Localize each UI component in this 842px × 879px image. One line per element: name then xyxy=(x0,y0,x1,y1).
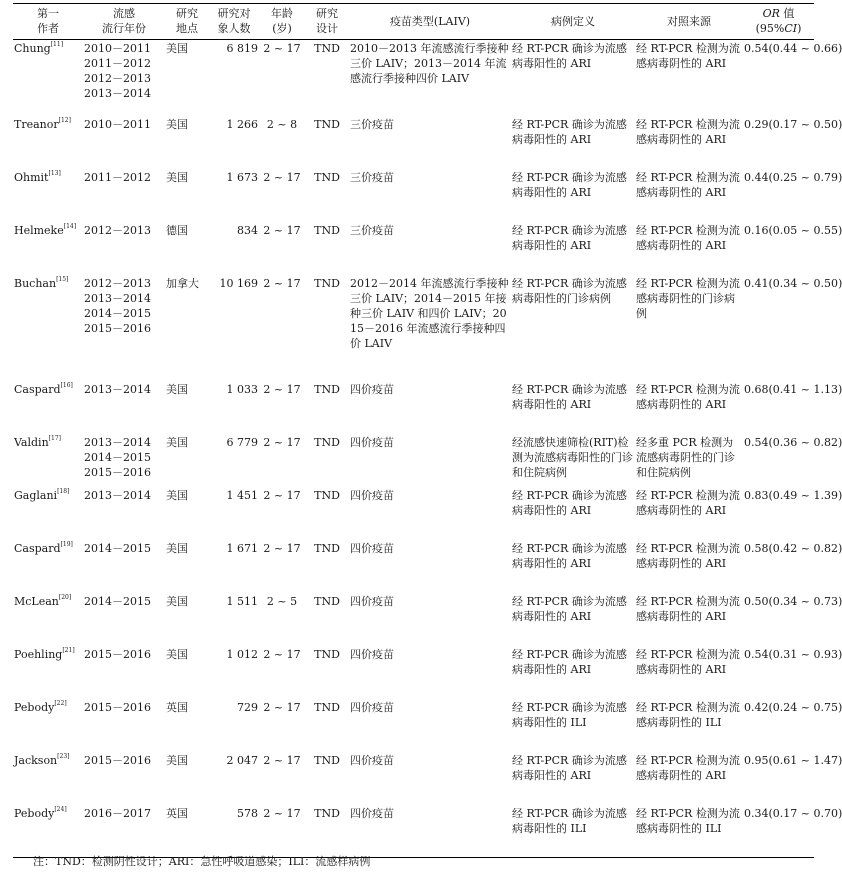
cell-vaccine-type: 三价疫苗 xyxy=(350,117,394,131)
cell-odds-ratio: 0.29(0.17 ~ 0.50) xyxy=(744,117,842,131)
header-location: 研究 地点 xyxy=(165,4,209,40)
author-name: Chung xyxy=(14,42,51,55)
cell-age: 2 ~ 17 xyxy=(263,647,301,661)
author-name: Pebody xyxy=(14,806,55,820)
cell-season xyxy=(83,222,165,275)
cell-vaccine-type: 四价疫苗 xyxy=(350,753,394,767)
cell-season xyxy=(83,40,165,116)
cell-season xyxy=(83,805,165,858)
cell-season xyxy=(83,487,165,540)
cell-odds-ratio: 0.16(0.05 ~ 0.55) xyxy=(744,223,842,237)
cell-case-definition: 经 RT-PCR 确诊为流感病毒阳性的 ARI xyxy=(512,382,627,411)
reference-marker: [14] xyxy=(63,222,77,230)
author-name: Helmeke xyxy=(14,223,64,237)
table-row xyxy=(13,434,814,487)
table-body xyxy=(13,40,842,858)
cell-age: 2 ~ 17 xyxy=(263,435,301,449)
cell-sample-size: 1 033 xyxy=(226,382,258,396)
cell-author xyxy=(13,116,83,169)
author-name: Buchan xyxy=(14,276,57,290)
table-row xyxy=(13,646,814,699)
reference-marker: [21] xyxy=(62,646,75,654)
cell-author xyxy=(13,593,83,646)
cell-vaccine-type: 四价疫苗 xyxy=(350,700,394,714)
table-row xyxy=(13,381,814,434)
cell-control-source: 经多重 PCR 检测为流感病毒阴性的门诊和住院病例 xyxy=(636,435,735,479)
cell-odds-ratio: 0.54(0.36 ~ 0.82) xyxy=(744,435,842,449)
cell-design: TND xyxy=(314,753,340,767)
reference-marker: [23] xyxy=(57,752,70,760)
cell-vaccine-type: 2010－2013 年流感流行季接种三价 LAIV；2013－2014 年流感流行季接种四价 LAIV xyxy=(350,42,509,85)
cell-author xyxy=(13,169,83,222)
table-row xyxy=(13,40,814,116)
cell-sample-size: 2 047 xyxy=(226,753,258,767)
header-vaccine-type: 疫苗类型(LAIV) xyxy=(349,4,511,40)
cell-odds-ratio: 0.68(0.41 ~ 1.13) xyxy=(744,382,842,396)
cell-vaccine-type: 四价疫苗 xyxy=(350,382,394,396)
cell-design: TND xyxy=(314,42,340,55)
cell-case-definition: 经 RT-PCR 确诊为流感病毒阳性的 ARI xyxy=(512,488,627,517)
cell-odds-ratio: 0.83(0.49 ~ 1.39) xyxy=(744,488,842,502)
cell-season xyxy=(83,381,165,434)
cell-control-source: 经 RT-PCR 检测为流感病毒阴性的 ARI xyxy=(636,42,740,70)
cell-case-definition: 经 RT-PCR 确诊为流感病毒阳性的 ARI xyxy=(512,170,627,199)
cell-design: TND xyxy=(314,435,340,449)
cell-design: TND xyxy=(314,382,340,396)
cell-vaccine-type: 四价疫苗 xyxy=(350,435,394,449)
season-line: 2011－2012 xyxy=(84,170,151,184)
cell-sample-size: 10 169 xyxy=(219,276,258,290)
cell-sample-size: 1 266 xyxy=(226,117,258,131)
cell-case-definition: 经 RT-PCR 确诊为流感病毒阳性的 ARI xyxy=(512,117,627,146)
header-author: 第一 作者 xyxy=(13,4,83,40)
cell-location: 美国 xyxy=(166,541,188,555)
cell-sample-size: 1 671 xyxy=(226,541,258,555)
cell-design: TND xyxy=(314,541,340,555)
header-design: 研究 设计 xyxy=(305,4,349,40)
season-line: 2012－2013 xyxy=(84,72,151,85)
season-line: 2013－2014 xyxy=(84,435,151,449)
header-age: 年龄 (岁) xyxy=(259,4,305,40)
cell-age: 2 ~ 17 xyxy=(263,223,301,237)
table-row xyxy=(13,275,814,381)
cell-design: TND xyxy=(314,594,340,608)
cell-age: 2 ~ 17 xyxy=(263,488,301,502)
cell-design: TND xyxy=(314,117,340,131)
reference-marker: [22] xyxy=(54,699,67,707)
author-name: Caspard xyxy=(14,382,61,396)
author-name: Valdin xyxy=(14,435,49,449)
cell-author xyxy=(13,434,83,487)
table-row xyxy=(13,805,814,858)
cell-age: 2 ~ 17 xyxy=(263,170,301,184)
table-row xyxy=(13,169,814,222)
table-row xyxy=(13,540,814,593)
cell-author xyxy=(13,540,83,593)
author-name: Caspard xyxy=(14,541,61,555)
cell-odds-ratio: 0.95(0.61 ~ 1.47) xyxy=(744,753,842,767)
cell-odds-ratio: 0.50(0.34 ~ 0.73) xyxy=(744,594,842,608)
season-line: 2015－2016 xyxy=(84,321,151,335)
cell-control-source: 经 RT-PCR 检测为流感病毒阴性的 ARI xyxy=(636,170,740,199)
cell-case-definition: 经 RT-PCR 确诊为流感病毒阳性的 ILI xyxy=(512,700,627,729)
cell-sample-size: 834 xyxy=(237,223,258,237)
cell-control-source: 经 RT-PCR 检测为流感病毒阴性的 ARI xyxy=(636,541,740,570)
table-row xyxy=(13,752,814,805)
cell-vaccine-type: 四价疫苗 xyxy=(350,541,394,555)
table-row xyxy=(13,593,814,646)
season-line: 2013－2014 xyxy=(84,382,151,396)
cell-location: 美国 xyxy=(166,170,188,184)
cell-design: TND xyxy=(314,488,340,502)
cell-location: 美国 xyxy=(166,594,188,608)
cell-season xyxy=(83,752,165,805)
cell-vaccine-type: 三价疫苗 xyxy=(350,223,394,237)
season-line: 2014－2015 xyxy=(84,450,151,464)
cell-age: 2 ~ 5 xyxy=(266,594,298,608)
reference-marker: [17] xyxy=(48,434,61,442)
author-name: Pebody xyxy=(14,700,55,714)
cell-location: 美国 xyxy=(166,42,188,55)
table-row xyxy=(13,699,814,752)
table-row xyxy=(13,487,814,540)
cell-location: 英国 xyxy=(166,700,188,714)
cell-odds-ratio: 0.54(0.31 ~ 0.93) xyxy=(744,647,842,661)
reference-marker: [20] xyxy=(58,593,72,601)
author-name: McLean xyxy=(14,594,59,608)
cell-case-definition: 经流感快速筛检(RIT)检测为流感病毒阳性的门诊和住院病例 xyxy=(512,435,633,479)
cell-case-definition: 经 RT-PCR 确诊为流感病毒阳性的 ILI xyxy=(511,805,635,858)
cell-case-definition: 经 RT-PCR 确诊为流感病毒阳性的 ARI xyxy=(512,647,627,676)
cell-location: 美国 xyxy=(166,117,188,131)
cell-sample-size: 6 779 xyxy=(226,435,258,449)
reference-marker: [11] xyxy=(50,41,64,48)
cell-design: TND xyxy=(305,805,349,858)
author-name: Gaglani xyxy=(14,488,58,502)
cell-season xyxy=(83,540,165,593)
cell-age: 2 ~ 17 xyxy=(259,805,305,858)
cell-sample-size: 1 012 xyxy=(226,647,258,661)
table-row xyxy=(13,116,814,169)
header-odds-ratio: OR 值(95%CI) xyxy=(743,4,814,40)
season-line: 2015－2016 xyxy=(84,465,151,479)
cell-case-definition: 经 RT-PCR 确诊为流感病毒阳性的 ARI xyxy=(512,541,627,570)
author-name: Jackson xyxy=(14,753,58,767)
season-line: 2012－2013 xyxy=(84,223,151,237)
reference-marker: [13] xyxy=(48,169,61,177)
cell-control-source: 经 RT-PCR 检测为流感病毒阴性的 ILI xyxy=(636,700,740,729)
reference-marker: [15] xyxy=(56,275,69,283)
cell-location: 德国 xyxy=(166,223,188,237)
cell-design: TND xyxy=(314,276,340,290)
season-line: 2014－2015 xyxy=(84,541,151,555)
season-line: 2011－2012 xyxy=(84,57,151,70)
cell-age: 2 ~ 17 xyxy=(263,382,301,396)
cell-location: 美国 xyxy=(166,488,188,502)
cell-control-source: 经 RT-PCR 检测为流感病毒阴性的 ARI xyxy=(636,647,740,676)
author-name: Treanor xyxy=(14,117,59,131)
cell-author xyxy=(13,222,83,275)
study-table xyxy=(13,3,842,858)
cell-age: 2 ~ 17 xyxy=(263,276,301,290)
cell-author xyxy=(13,487,83,540)
header-case-definition: 病例定义 xyxy=(511,4,635,40)
cell-control-source: 经 RT-PCR 检测为流感病毒阴性的 ARI xyxy=(636,117,740,146)
cell-season xyxy=(83,434,165,487)
season-line: 2014－2015 xyxy=(84,594,151,608)
cell-author xyxy=(13,805,83,858)
cell-age: 2 ~ 17 xyxy=(263,700,301,714)
cell-location: 美国 xyxy=(166,753,188,767)
cell-season xyxy=(83,593,165,646)
cell-location: 加拿大 xyxy=(166,276,199,290)
cell-vaccine-type: 2012－2014 年流感流行季接种三价 LAIV；2014－2015 年接种三价 LAIV 和四价 LAIV；2015－2016 年流感流行季接种四价 LAIV xyxy=(350,276,509,350)
cell-age: 2 ~ 17 xyxy=(263,541,301,555)
cell-author xyxy=(13,275,83,381)
reference-marker: [16] xyxy=(60,381,73,389)
season-line: 2015－2016 xyxy=(84,753,151,767)
cell-author xyxy=(13,752,83,805)
cell-odds-ratio: 0.54(0.44 ~ 0.66) xyxy=(744,42,842,55)
cell-odds-ratio: 0.42(0.24 ~ 0.75) xyxy=(744,700,842,714)
cell-location: 美国 xyxy=(166,647,188,661)
cell-control-source: 经 RT-PCR 检测为流感病毒阴性的 ARI xyxy=(636,753,740,782)
cell-author xyxy=(13,381,83,434)
cell-odds-ratio: 0.41(0.34 ~ 0.50) xyxy=(744,276,842,290)
cell-sample-size: 6 819 xyxy=(226,42,258,55)
cell-case-definition: 经 RT-PCR 确诊为流感病毒阳性的 ARI xyxy=(512,223,627,252)
cell-control-source: 经 RT-PCR 检测为流感病毒阴性的 ARI xyxy=(636,223,740,252)
cell-odds-ratio: 0.58(0.42 ~ 0.82) xyxy=(744,541,842,555)
cell-sample-size: 729 xyxy=(237,700,258,714)
cell-design: TND xyxy=(314,170,340,184)
cell-location: 英国 xyxy=(165,805,209,858)
cell-design: TND xyxy=(314,223,340,237)
season-line: 2010－2011 xyxy=(84,117,151,131)
cell-vaccine-type: 四价疫苗 xyxy=(350,488,394,502)
reference-marker: [19] xyxy=(60,540,73,548)
cell-age: 2 ~ 17 xyxy=(263,753,301,767)
season-line: 2010－2011 xyxy=(84,42,151,55)
season-line: 2013－2014 xyxy=(84,291,151,305)
cell-design: TND xyxy=(314,700,340,714)
table-footnote: 注：TND：检测阴性设计；ARI：急性呼吸道感染；ILI：流感样病例 xyxy=(33,855,371,868)
cell-vaccine-type: 四价疫苗 xyxy=(349,805,511,858)
cell-location: 美国 xyxy=(166,382,188,396)
season-line: 2015－2016 xyxy=(84,647,151,661)
season-line: 2012－2013 xyxy=(84,276,151,290)
cell-case-definition: 经 RT-PCR 确诊为流感病毒阳性的门诊病例 xyxy=(512,276,627,305)
season-line: 2013－2014 xyxy=(84,87,151,100)
table-row xyxy=(13,222,814,275)
header-control-source: 对照来源 xyxy=(635,4,743,40)
cell-sample-size: 1 673 xyxy=(226,170,258,184)
cell-vaccine-type: 四价疫苗 xyxy=(350,647,394,661)
cell-season xyxy=(83,699,165,752)
reference-marker: [24] xyxy=(54,805,67,813)
cell-odds-ratio: 0.34(0.17 ~ 0.70) xyxy=(743,805,814,858)
author-name: Poehling xyxy=(14,647,63,661)
cell-age: 2 ~ 17 xyxy=(263,42,301,55)
cell-season xyxy=(83,116,165,169)
cell-control-source: 经 RT-PCR 检测为流感病毒阴性的 ARI xyxy=(636,382,740,411)
author-name: Ohmit xyxy=(14,170,49,184)
season-line: 2014－2015 xyxy=(84,306,151,320)
season-line: 2013－2014 xyxy=(84,488,151,502)
cell-vaccine-type: 四价疫苗 xyxy=(350,594,394,608)
reference-marker: [12] xyxy=(58,116,71,124)
cell-case-definition: 经 RT-PCR 确诊为流感病毒阳性的 ARI xyxy=(512,42,627,70)
cell-age: 2 ~ 8 xyxy=(266,117,298,131)
table-header-row xyxy=(13,4,814,40)
cell-sample-size: 1 511 xyxy=(226,594,258,608)
season-line: 2016－2017 xyxy=(84,806,151,820)
cell-case-definition: 经 RT-PCR 确诊为流感病毒阳性的 ARI xyxy=(512,753,627,782)
cell-control-source: 经 RT-PCR 检测为流感病毒阴性的 ARI xyxy=(636,594,740,623)
cell-season xyxy=(83,169,165,222)
header-sample-size: 研究对 象人数 xyxy=(209,4,259,40)
season-line: 2015－2016 xyxy=(84,700,151,714)
header-season: 流感 流行年份 xyxy=(83,4,165,40)
cell-vaccine-type: 三价疫苗 xyxy=(350,170,394,184)
cell-control-source: 经 RT-PCR 检测为流感病毒阴性的 ILI xyxy=(635,805,743,858)
reference-marker: [18] xyxy=(57,487,70,495)
cell-season xyxy=(83,646,165,699)
cell-control-source: 经 RT-PCR 检测为流感病毒阴性的门诊病例 xyxy=(636,276,740,320)
cell-author xyxy=(13,646,83,699)
cell-season xyxy=(83,275,165,381)
cell-odds-ratio: 0.44(0.25 ~ 0.79) xyxy=(744,170,842,184)
cell-author xyxy=(13,40,83,116)
cell-author xyxy=(13,699,83,752)
cell-location: 美国 xyxy=(166,435,188,449)
cell-case-definition: 经 RT-PCR 确诊为流感病毒阳性的 ARI xyxy=(512,594,627,623)
cell-sample-size: 1 451 xyxy=(226,488,258,502)
cell-control-source: 经 RT-PCR 检测为流感病毒阴性的 ARI xyxy=(636,488,740,517)
cell-sample-size: 578 xyxy=(209,805,259,858)
cell-design: TND xyxy=(314,647,340,661)
